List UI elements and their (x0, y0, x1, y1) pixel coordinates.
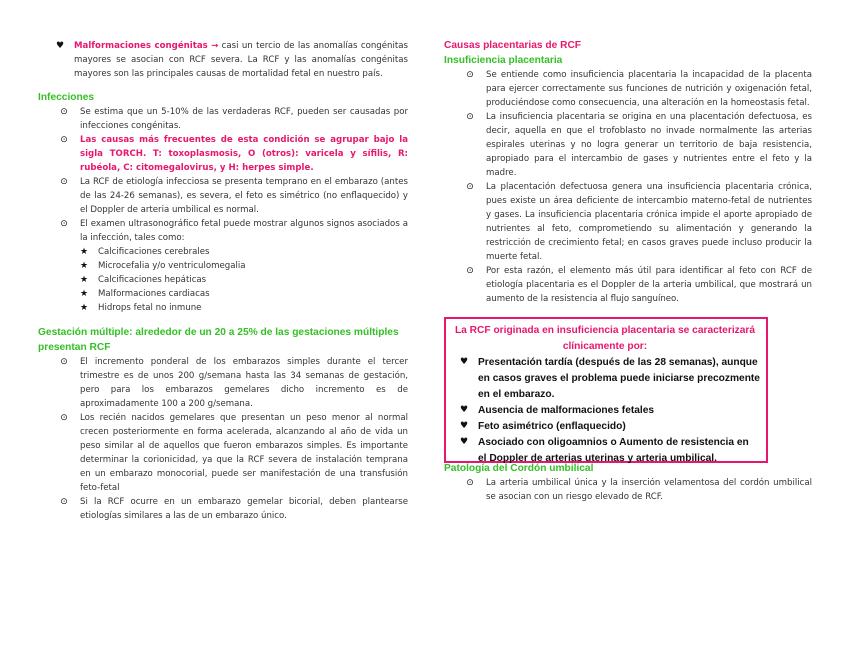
circle-bullet-icon: ⊙ (466, 70, 474, 80)
insuficiencia-text-2: La insuficiencia placentaria se origina en una placentación defectuosa, es decir, aquella en que el trofoblasto no invade normalmente las arterias espirales uterinas y no logra generar un territorio de baja resistencia, apropiado para el intercambio de gases y nutrientes entre el feto y la madre. (486, 112, 812, 178)
malformaciones-paragraph (74, 39, 408, 81)
sign-text: Hidrops fetal no inmune (98, 303, 202, 313)
sign-item (38, 245, 408, 259)
circle-bullet-icon: ⊙ (60, 177, 68, 187)
circle-bullet-icon: ⊙ (466, 182, 474, 192)
gestacion-item-1 (38, 355, 408, 411)
circle-bullet-icon: ⊙ (60, 219, 68, 229)
insuficiencia-text-1: Se entiende como insuficiencia placentaria la incapacidad de la placenta para ejercer correctamente sus funciones de nutrición y oxigenación fetal, produciéndose como consecuencia, una alteración en la homeostasis fetal. (486, 70, 812, 108)
infecciones-item-4 (38, 217, 408, 245)
star-bullet-icon: ★ (79, 303, 89, 313)
circle-bullet-icon: ⊙ (466, 112, 474, 122)
placentarias-heading: Causas placentarias de RCF (444, 40, 582, 51)
box-item-text: Feto asimétrico (enflaquecido) (478, 421, 626, 432)
circle-bullet-icon: ⊙ (60, 135, 68, 145)
gestacion-text-1: El incremento ponderal de los embarazos simples durante el tercer trimestre es de unos 200 g/semana hasta las 34 semanas de gestación, pero para los embarazos gemelares dicho incremento es de aproximadamente 100 a 200 g/semana. (80, 357, 408, 409)
infecciones-item-1 (38, 105, 408, 133)
sign-text: Calcificaciones cerebrales (98, 247, 210, 257)
infecciones-item-2 (38, 133, 408, 175)
gestacion-item-2 (38, 411, 408, 495)
star-bullet-icon: ★ (79, 289, 89, 299)
right-column (444, 0, 812, 306)
gestacion-item-3 (38, 495, 408, 523)
circle-bullet-icon: ⊙ (466, 478, 474, 488)
cordon-text: La arteria umbilical única y la inserción velamentosa del cordón umbilical se asocian con un riesgo elevado de RCF. (486, 478, 812, 502)
arrow-icon: → (211, 41, 219, 51)
sign-text: Malformaciones cardiacas (98, 289, 210, 299)
box-title: La RCF originada en insuficiencia placentaria se caracterizará clínicamente por: (454, 325, 756, 352)
star-bullet-icon: ★ (79, 275, 89, 285)
infecciones-text-4: El examen ultrasonográfico fetal puede mostrar algunos signos asociados a la infección, tales como: (80, 219, 408, 243)
sign-item (38, 259, 408, 273)
cordon-section (444, 461, 812, 504)
gestacion-text-2: Los recién nacidos gemelares que presentan un peso menor al normal crecen posteriormente en forma acelerada, alcanzando al año de vida un peso similar al de aquellos que fueron embarazos simples. Es importante determinar la corionicidad, ya que la RCF severa de instalación temprana en un embarazo monocorial, puede ser manifestación de una transfusión feto-fetal (80, 413, 408, 493)
sign-text: Microcefalia y/o ventriculomegalia (98, 261, 246, 271)
insuficiencia-text-4: Por esta razón, el elemento más útil para identificar al feto con RCF de etiología placentaria es el Doppler de la arteria umbilical, que mostrará un aumento de la resistencia al flujo sanguíneo. (486, 266, 812, 304)
gestacion-text-3: Si la RCF ocurre en un embarazo gemelar bicorial, deben plantearse etiologías similares a las de un embarazo único. (80, 497, 408, 521)
left-column (38, 0, 408, 523)
malformaciones-text: casi un tercio de las anomalías congénitas mayores se asocian con RCF severa. La RCF y las anomalías congénitas mayores son las principales causas de mortalidad fetal en nuestro país. (74, 41, 408, 79)
circle-bullet-icon: ⊙ (60, 413, 68, 423)
insuficiencia-text-3: La placentación defectuosa genera una insuficiencia placentaria crónica, pues existe un área deficiente de intercambio materno-fetal de nutrientes y gases. La insuficiencia placentaria crónica impide el aporte apropiado de nutrientes al feto, comprometiendo su alimentación y generando la restricción de crecimiento fetal; en casos graves puede incluso producir la muerte fetal. (486, 182, 812, 262)
heart-bullet-icon: ♥ (459, 421, 469, 431)
box-item (450, 419, 760, 435)
box-item (450, 403, 760, 419)
circle-bullet-icon: ⊙ (60, 497, 68, 507)
heart-bullet-icon: ♥ (459, 357, 469, 367)
insuficiencia-item-1 (444, 68, 812, 110)
insuficiencia-heading: Insuficiencia placentaria (444, 55, 563, 66)
circle-bullet-icon: ⊙ (60, 107, 68, 117)
insuficiencia-item-4 (444, 264, 812, 306)
circle-bullet-icon: ⊙ (60, 357, 68, 367)
infecciones-text-torch: Las causas más frecuentes de esta condición se agrupar bajo la sigla TORCH. T: toxoplasmosis, O (otros): varicela y sífilis, R: rubéola, C: citomegalovirus, y H: herpes simple. (80, 135, 408, 173)
clinical-features-box (444, 317, 768, 463)
sign-item (38, 273, 408, 287)
heart-bullet-icon: ♥ (459, 437, 469, 447)
star-bullet-icon: ★ (79, 247, 89, 257)
cordon-item (444, 476, 812, 504)
box-item-text: Asociado con oligoamnios o Aumento de resistencia en el Doppler de arterias uterinas y arteria umbilical. (478, 437, 749, 464)
insuficiencia-item-3 (444, 180, 812, 264)
heart-bullet-icon: ♥ (459, 405, 469, 415)
insuficiencia-item-2 (444, 110, 812, 180)
sign-item (38, 301, 408, 315)
malformaciones-item (38, 39, 408, 81)
box-item (450, 355, 760, 403)
circle-bullet-icon: ⊙ (466, 266, 474, 276)
gestacion-heading: Gestación múltiple: alrededor de un 20 a 25% de las gestaciones múltiples presentan RCF (38, 327, 399, 353)
cordon-heading: Patología del Cordón umbilical (444, 463, 594, 474)
star-bullet-icon: ★ (79, 261, 89, 271)
infecciones-heading: Infecciones (38, 92, 95, 103)
box-item-text: Presentación tardía (después de las 28 semanas), aunque en casos graves el problema puede iniciarse precozmente en el embarazo. (478, 357, 760, 400)
infecciones-text-3: La RCF de etiología infecciosa se presenta temprano en el embarazo (antes de las 24-26 semanas), es severa, el feto es simétrico (no enflaquecido) y el Doppler de arteria umbilical es normal. (80, 177, 408, 215)
box-item-text: Ausencia de malformaciones fetales (478, 405, 655, 416)
malformaciones-label: Malformaciones congénitas (74, 41, 208, 51)
infecciones-text-1: Se estima que un 5-10% de las verdaderas RCF, pueden ser causadas por infecciones congénitas. (80, 107, 408, 131)
infecciones-item-3 (38, 175, 408, 217)
sign-item (38, 287, 408, 301)
sign-text: Calcificaciones hepáticas (98, 275, 207, 285)
heart-bullet-icon: ♥ (55, 41, 65, 51)
